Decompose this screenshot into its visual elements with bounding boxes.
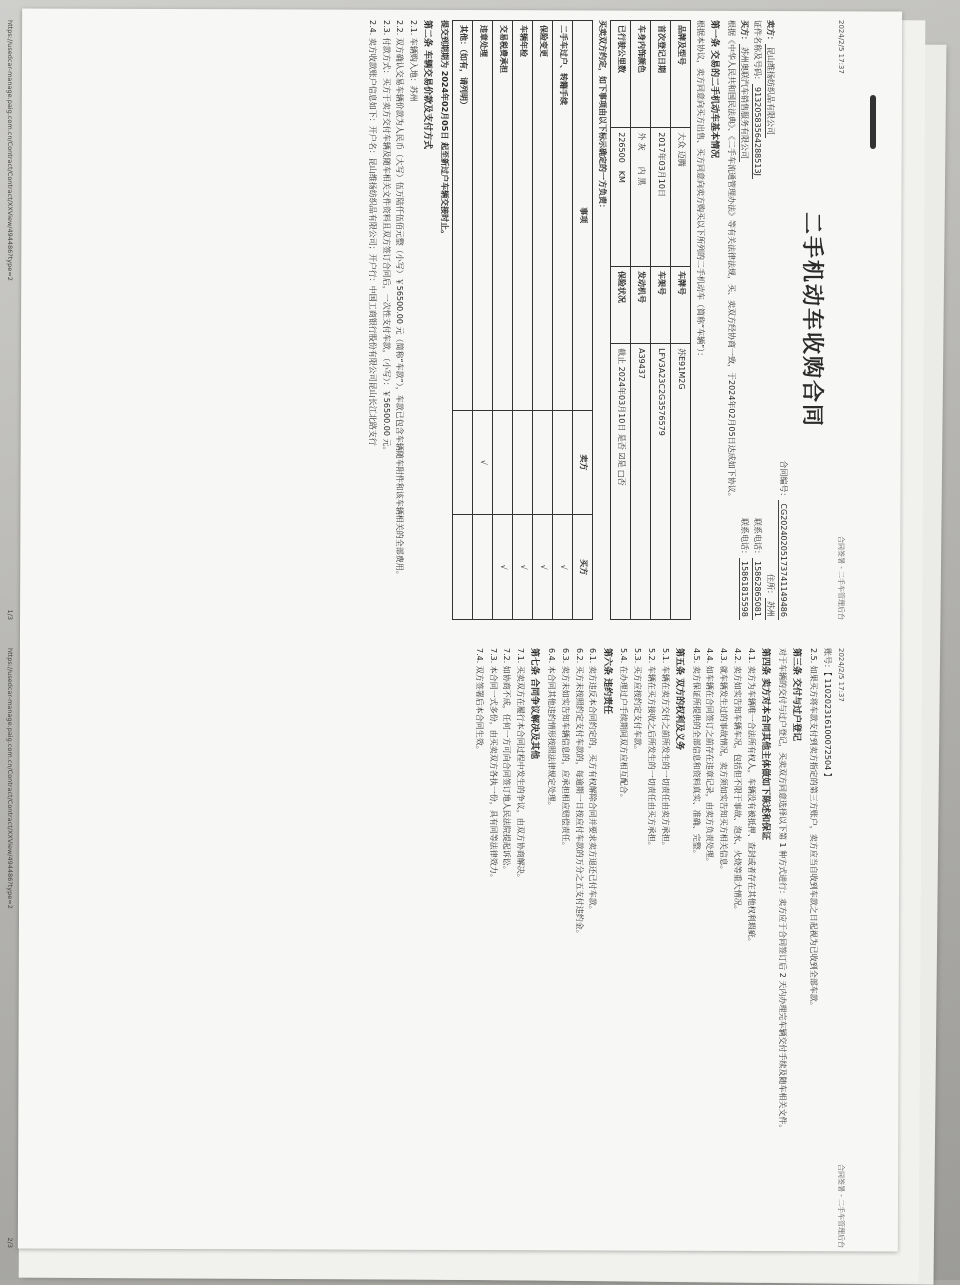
contract-page-2 [5,648,845,1248]
footer-url: https://usedcar-manage.paig.com.cn/Contract/Contract/XXView/494486?type=2 [5,20,14,281]
duty-row [453,21,473,620]
footer-url: https://usedcar-manage.paig.com.cn/Contract/Contract/XXView/494486?type=2 [5,648,14,909]
clause-item: 6.4. 本合同其他违约情形按照法律规定处理。 [547,648,557,810]
vehicle-info-row [670,21,690,620]
buyer-name: 苏州奥联汽车销售服务有限公司 [739,44,749,162]
duty-row [473,21,493,620]
article-5-heading: 第五条 双方的权利及义务 [673,648,684,751]
seller-addr: 苏州 [765,598,775,620]
header-title: 合同签署 - 二手车管理后台 [837,1164,845,1248]
article-4-heading: 第四条 卖方对本合同其他主体做如下陈述和保证 [760,648,771,841]
article-5-list [618,648,670,1248]
seller-row [764,20,775,620]
contract-no [777,460,788,620]
duty-column-header: 买方 [573,515,593,620]
page-number: 2/3 [5,1237,14,1248]
page-header [836,20,845,620]
clause-item: 6.2. 买方未按照约定支付车款的，每逾期一日按应付车款的万分之五支付违约金。 [574,648,584,938]
vehicle-field-label: 车架号 [650,266,670,343]
duty-row [513,21,533,620]
seller-id-row [751,20,762,620]
clause-item: 5.4. 在办理过户手续期间双方应相互配合。 [619,648,629,802]
intro-paragraph: 根据《中华人民共和国民法典》、《二手车流通管理办法》等有关法律法规，买、卖双方经协商一致，于2024年02月05日达成如下协议。 [726,20,736,501]
vehicle-field-label: 保险状况 [610,266,630,343]
seller-id: 91320583564288513J [752,84,762,179]
duty-item: 交易税费承担 [493,21,513,411]
article-2-heading: 第二条 车辆交易价款及支付方式 [422,20,433,150]
clause-2-5: 2.5. 如果买方将车款支付到卖方指定的第三方账户，卖方应当自收到车款之日起视为已收到全部车款。 [808,648,818,1010]
vehicle-field-value: 外 灰 内 黑 [630,128,650,267]
clause-item: 6.1. 卖方违反本合同约定的，买方有权解除合同并要求卖方退还已付车款。 [588,648,598,914]
duty-mark: √ [493,515,513,620]
duty-row [533,21,553,620]
clause-item: 7.4. 双方签署后本合同生效。 [474,648,484,754]
clause-2-3: 2.3. 付款方式：买方于卖方交付车辆及随车相关文件资料且双方签订合同后，一次性支付车款，（小写）：￥56500.00 元。 [381,20,391,455]
duty-mark: √ [513,515,533,620]
account-line: 账号：【 110202316100072504 】 [822,648,832,781]
contract-title: 二手机动车收购合同 [798,211,824,428]
duty-mark: √ [533,515,553,620]
article-7-heading: 第七条 合同争议解决及其他 [529,648,540,760]
contract-no-value: CG20240205173741149486 [778,500,788,620]
seller-phone: 15862865081 [752,558,762,620]
clause-item: 7.3. 本合同一式多份，由买卖双方各执一份，具有同等法律效力。 [488,648,498,882]
vehicle-field-value: 苏E91M2G [670,344,690,620]
duty-mark [553,410,573,515]
print-datetime: 2024/2/5 17:37 [837,648,845,702]
duty-item: 二手车过户、转籍手续 [553,21,573,411]
buyer-row [739,20,750,620]
vehicle-field-label: 车牌号 [670,266,690,343]
duty-mark [533,410,553,515]
clause-item: 4.5. 卖方保证所提供的全部信息和资料真实、准确、完整。 [691,648,701,858]
duty-mark [493,410,513,515]
clause-2-2: 2.2. 双方确认交易车辆价款为人民币（大写）伍万陆仟伍佰元整（小写）￥56500.00 元（简称“车款”），车款已包含车辆随车附件和该车辆相关的全部费用。 [395,20,405,579]
clause-item: 4.2. 卖方如实告知车辆车况，包括但不限于事故、泡水、火烧等重大情况。 [733,648,743,914]
clause-2-4: 2.4. 卖方收款账户信息如下：开户名：昆山维扬纺织品有限公司；开户行：中国工商银行股份有限公司昆山长江北路支行 [367,20,377,446]
article-3-heading: 第三条 交付与过户登记 [790,648,801,742]
duty-column-header: 事项 [573,21,593,411]
vehicle-field-label: 发动机号 [630,266,650,343]
duty-item: 保险变更 [533,21,553,411]
seller-addr-label: 住所： [766,574,776,598]
duty-mark: √ [553,515,573,620]
article-1-desc: 根据本协议，卖方同意向买方出售、买方同意向卖方购买以下所列的二手机动车（简称“车辆”）： [695,20,705,361]
article-3-text: 对于车辆的交付与过户登记，买卖双方同意选择以下第 1 种方式进行：卖方应于合同签订后 2 天内办理完车辆交付手续及随车相关文件。 [777,648,787,1133]
vehicle-field-value: 大众 迈腾 [670,128,690,267]
seller-phone-label: 联系电话： [753,518,763,558]
vehicle-field-label: 已行驶公里数 [610,21,630,128]
clause-item: 6.3. 卖方未如实告知车辆信息的，应承担相应赔偿责任。 [560,648,570,850]
page-footer [5,648,14,1248]
seller-id-label: 证件名称及号码： [753,20,763,84]
page-header [836,648,845,1248]
seller-label: 卖方： [766,20,776,44]
clause-item: 5.3. 买方应按约定支付车款。 [633,648,643,754]
duty-item: 其他：（如有，请列明） [453,21,473,411]
duty-table [452,20,593,620]
buyer-label: 买方： [740,20,750,44]
vehicle-field-label: 车身内饰颜色 [630,21,650,128]
vehicle-field-value: LFV3A23C2G3576579 [650,344,670,620]
duty-row [553,21,573,620]
article-7-list [473,648,525,1248]
vehicle-field-value: 226500 KM [610,128,630,267]
vehicle-field-label: 首次登记日期 [650,21,670,128]
print-datetime: 2024/2/5 17:37 [837,20,845,74]
article-6-heading: 第六条 违约责任 [601,648,612,715]
article-1-heading: 第一条 交易的二手机动车基本情况 [708,20,719,159]
duty-mark [453,410,473,515]
clause-item: 5.2. 车辆在买方接收之后所发生的一切责任由买方承担。 [646,648,656,850]
binder-clip [870,95,876,149]
vehicle-info-row [630,21,650,620]
clause-item: 4.3. 就车辆发生过的事故情况，卖方须如实告知买方相关信息。 [719,648,729,874]
vehicle-field-value: 2017年03月10日 [650,128,670,267]
seller-name: 昆山维扬纺织品有限公司 [765,44,775,138]
clause-item: 4.1. 卖方为车辆唯一合法所有权人，车辆没有被抵押、查封或者存在其他权利瑕疵。 [746,648,756,946]
duty-mark: √ [473,410,493,515]
clause-item: 5.1. 车辆在卖方交付之前所发生的一切责任由卖方承担。 [660,648,670,850]
clause-2-1: 2.1. 车辆购入地：苏州 [409,20,419,102]
vehicle-info-row [650,21,670,620]
duty-row [493,21,513,620]
buyer-phone-label: 联系电话： [740,518,750,558]
contract-no-row [777,20,788,620]
vehicle-info-row [610,21,630,620]
header-title: 合同签署 - 二手车管理后台 [837,536,845,620]
contract-no-label: 合同编号： [778,460,788,501]
clause-item: 4.4. 如车辆在合同签订之前存在违章记录，由卖方负责处理。 [705,648,715,866]
duty-column-header: 卖方 [573,410,593,515]
duty-note: 买卖双方约定，如下事项由以下标示确定的一方负责： [597,20,607,212]
delivery-period: 提交到期期为 2024年02月05日 起至新过户车辆交接时止。 [440,20,450,239]
duty-mark [453,515,473,620]
vehicle-field-value: 截止 2024年03月10日 是否 ☑是 □否 [610,344,630,620]
article-4-list [690,648,756,1248]
duty-mark [513,410,533,515]
buyer-phone: 15861815598 [739,558,749,620]
clause-item: 7.2. 如协商不成，任何一方可向合同签订地人民法院提起诉讼。 [502,648,512,874]
contract-page-1 [5,20,845,620]
page-number: 1/3 [5,609,14,620]
page-footer [5,20,14,620]
duty-item: 违章处理 [473,21,493,411]
article-6-list [545,648,597,1248]
vehicle-info-table [610,20,691,620]
duty-item: 车辆年检 [513,21,533,411]
clause-item: 7.1. 买卖双方在履行本合同过程中发生的争议，由双方协商解决。 [516,648,526,882]
vehicle-field-value: A39437 [630,344,650,620]
vehicle-field-label: 品牌及型号 [670,21,690,128]
duty-mark [473,515,493,620]
